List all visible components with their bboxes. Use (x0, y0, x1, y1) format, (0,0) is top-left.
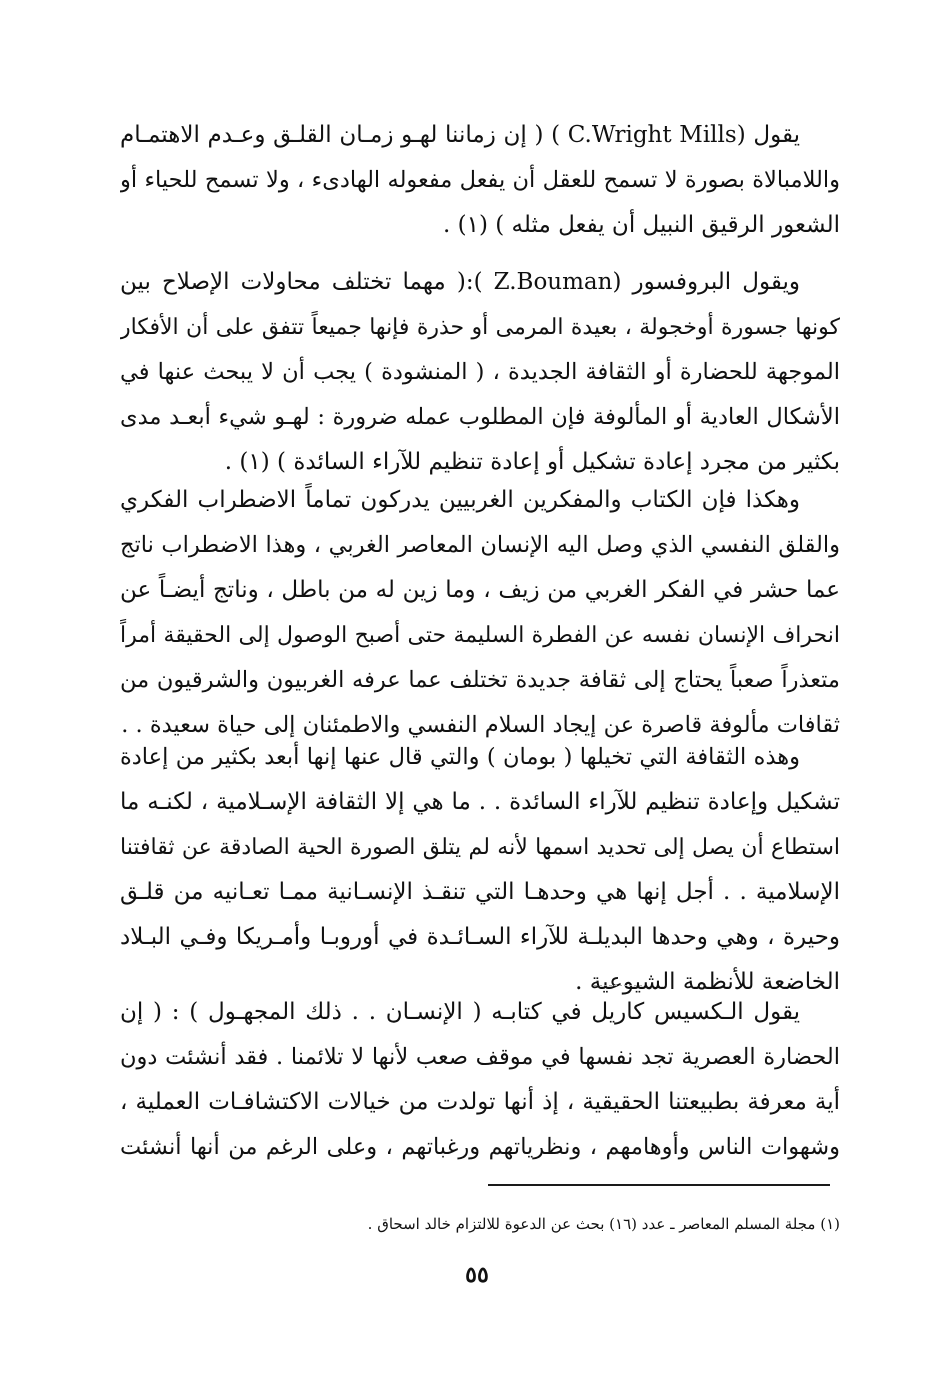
text-line: والقلق النفسي الذي وصل اليه الإنسان المعاصر الغربي ، وهذا الاضطراب ناتج (120, 532, 840, 558)
text-line: كونها جسورة أوخجولة ، بعيدة المرمى أو حذرة فإنها جميعاً تتفق على أن الأفكار (120, 315, 840, 340)
text-line: أية معرفة بطبيعتنا الحقيقية ، إذ أنها تولدت من خيالات الاكتشافـات العملية ، (120, 1089, 840, 1115)
text-line: وحيرة ، وهي وحدها البديلـة للآراء السـائـدة في أوروبـا وأمـريكا وفـي البـلاد (120, 924, 840, 950)
text-line: وشهوات الناس وأوهامهم ، ونظرياتهم ورغباتهم ، وعلى الرغم من أنها أنشئت (120, 1134, 840, 1160)
text-line: انحراف الإنسان نفسه عن الفطرة السليمة حتى أصبح الوصول إلى الحقيقة أمراً (120, 623, 840, 648)
paragraph-2 (120, 260, 840, 485)
paragraph-5 (120, 990, 840, 1170)
text-line: وهذه الثقافة التي تخيلها ( بومان ) والتي قال عنها إنها أبعد بكثير من إعادة (120, 744, 800, 770)
text-line: يقول الـكسيس كاريل في كتابـه ( الإنسـان . . ذلك المجهـول ) : ( إن (120, 999, 800, 1025)
text-line: الشعور الرقيق النبيل أن يفعل مثله ) (١) . (443, 212, 840, 238)
text-line: ثقافات مألوفة قاصرة عن إيجاد السلام النفسي والاطمئنان إلى حياة سعيدة . . (121, 712, 840, 738)
text-line: استطاع أن يصل إلى تحديد اسمها لأنه لم يتلق الصورة الحية الصادقة عن ثقافتنا (120, 835, 840, 860)
text-line: وهكذا فإن الكتاب والمفكرين الغربيين يدركون تماماً الاضطراب الفكري (120, 487, 800, 513)
footnote-divider (488, 1184, 830, 1186)
scan-mark (594, 985, 642, 986)
footnote: (١) مجلة المسلم المعاصر ـ عدد (١٦) بحث عن الدعوة للالتزام خالد اسحاق . (367, 1215, 840, 1233)
text-line: الأشكال العادية أو المألوفة فإن المطلوب عمله ضرورة : لهـو شيء أبعـد مدى (120, 404, 840, 430)
text-line: تشكيل وإعادة تنظيم للآراء السائدة . . ما هي إلا الثقافة الإسـلامية ، لكنـه ما (120, 789, 840, 815)
text-line: الخاضعة للأنظمة الشيوعية . (575, 969, 840, 995)
text-line: الموجهة للحضارة أو الثقافة الجديدة ، ( المنشودة ) يجب أن لا يبحث عنها في (120, 359, 840, 385)
text-line: متعذراً صعباً يحتاج إلى ثقافة جديدة تختلف عما عرفه الغربيون والشرقيون من (120, 667, 840, 693)
paragraph-4 (120, 735, 840, 1005)
page-number: ٥٥ (465, 1262, 489, 1288)
text-line: بكثير من مجرد إعادة تشكيل أو إعادة تنظيم للآراء السائدة ) (١) . (224, 449, 840, 475)
text-line: واللامبالاة بصورة لا تسمح للعقل أن يفعل مفعوله الهادىء ، ولا تسمح للحياء أو (120, 167, 840, 193)
text-line: عما حشر في الفكر الغربي من زيف ، وما زين له من باطل ، وناتج أيضـاً عن (120, 577, 840, 603)
text-line: يقول (C.Wright Mills ) ( إن زماننا لهـو زمـان القلـق وعـدم الاهتمـام (120, 122, 800, 148)
text-line: ويقول البروفسور (Z.Bouman ):( مهما تختلف محاولات الإصلاح بين (120, 269, 800, 295)
paragraph-1 (120, 113, 840, 248)
paragraph-3 (120, 478, 840, 748)
text-line: الإسلامية . . أجل إنها هي وحدهـا التي تنقـذ الإنسـانية ممـا تعـانيه من قلـق (120, 879, 840, 905)
text-line: الحضارة العصرية تجد نفسها في موقف صعب لأنها لا تلائمنا . فقد أنشئت دون (120, 1044, 840, 1070)
